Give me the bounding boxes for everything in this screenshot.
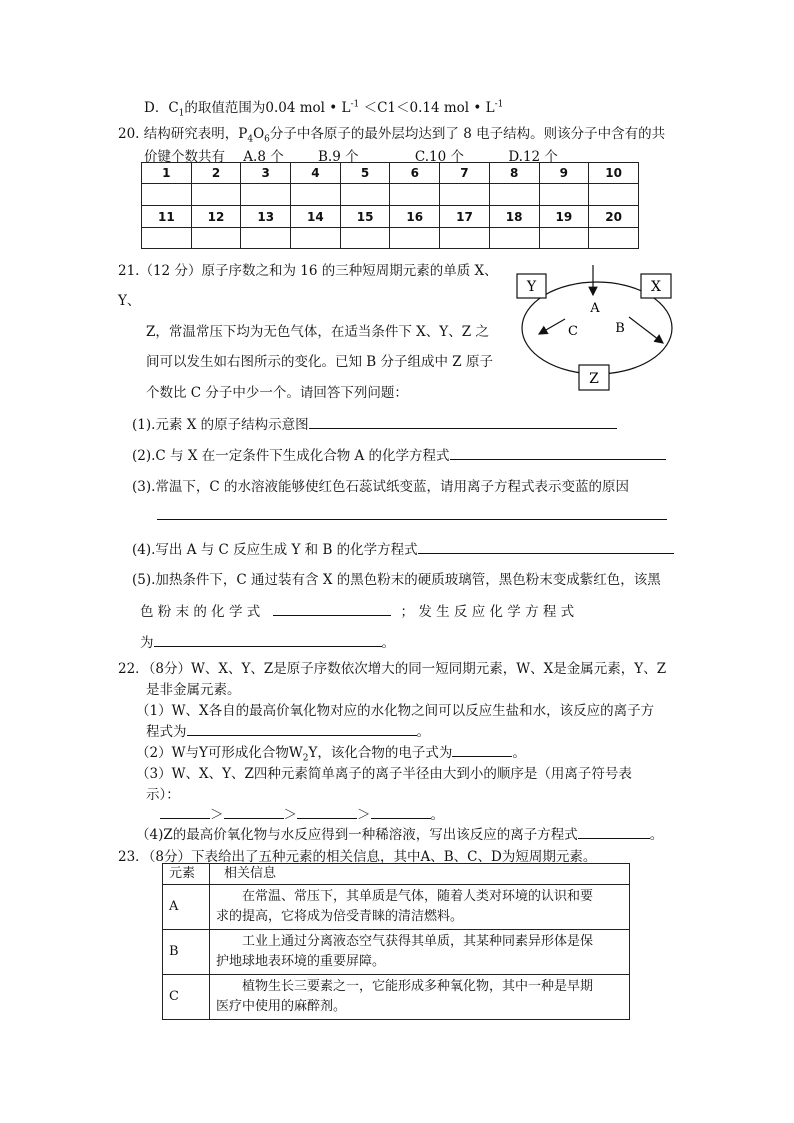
grid-row-numbers-2 xyxy=(142,206,639,228)
answer-cell[interactable] xyxy=(340,184,390,206)
answer-cell[interactable] xyxy=(489,228,539,249)
q22-stem-line2: 是非金属元素。 xyxy=(146,682,241,698)
answer-line[interactable] xyxy=(224,804,284,819)
grid-row-answers-1 xyxy=(142,184,639,206)
q20-stem-line1: 20. 结构研究表明，$P_4O_6$分子中各原子的最外层均达到了 8 电子结构。则该分子中含有的共 xyxy=(118,126,666,145)
grid-cell: 18 xyxy=(489,206,539,228)
reaction-cycle-diagram xyxy=(505,265,685,395)
q22-sub3-line2: 示）： xyxy=(146,787,180,803)
label-c: C xyxy=(568,324,578,339)
grid-cell: 11 xyxy=(142,206,192,228)
answer-line[interactable] xyxy=(187,721,417,736)
answer-line[interactable] xyxy=(578,824,650,839)
answer-line[interactable] xyxy=(450,445,666,460)
answer-cell[interactable] xyxy=(539,184,589,206)
q21-stem-line2: Y、 xyxy=(118,293,141,309)
grid-row-answers-2 xyxy=(142,228,639,249)
grid-cell: 2 xyxy=(191,163,241,184)
table-header-row xyxy=(163,864,630,885)
grid-cell: 19 xyxy=(539,206,589,228)
q21-stem-line1: 21.（12 分）原子序数之和为 16 的三种短周期元素的单质 X、 xyxy=(118,263,498,279)
grid-cell: 6 xyxy=(390,163,440,184)
table-row xyxy=(163,885,630,930)
answer-line[interactable] xyxy=(452,742,512,757)
q21-sub1: (1).元素 X 的原子结构示意图 xyxy=(132,413,617,433)
q22-stem-line1: 22．（8分）W、X、Y、Z是原子序数依次增大的同一短同期元素，W、X是金属元素，Y、Z xyxy=(118,661,667,677)
info-cell: 植物生长三要素之一，它能形成多种氧化物，其中一种是早期 医疗中使用的麻醉剂。 xyxy=(210,975,630,1020)
table-row xyxy=(163,975,630,1020)
answer-grid xyxy=(141,162,639,249)
element-cell: C xyxy=(163,975,210,1020)
grid-cell: 10 xyxy=(589,163,639,184)
grid-cell: 12 xyxy=(191,206,241,228)
answer-cell[interactable] xyxy=(440,228,490,249)
q22-sub3-line1: （3）W、X、Y、Z四种元素简单离子的离子半径由大到小的顺序是（用离子符号表 xyxy=(136,766,632,782)
answer-line[interactable] xyxy=(160,804,210,819)
q22-sub1-line2: 程式为 。 xyxy=(146,720,430,740)
answer-cell[interactable] xyxy=(191,184,241,206)
grid-cell: 14 xyxy=(291,206,341,228)
q21-sub5-line2: 色 粉 末 的 化 学 式 ； 发 生 反 应 化 学 方 程 式 xyxy=(140,600,574,620)
q20-option-a: A.8 个 xyxy=(243,149,284,165)
grid-row-numbers-1 xyxy=(142,163,639,184)
q22-sub1-line1: （1）W、X各自的最高价氧化物对应的水化物之间可以反应生盐和水，该反应的离子方 xyxy=(136,703,655,719)
answer-cell[interactable] xyxy=(390,228,440,249)
node-y-label: Y xyxy=(526,279,537,295)
element-info-table xyxy=(162,863,630,1020)
q20-option-b: B.9 个 xyxy=(318,149,359,165)
answer-cell[interactable] xyxy=(589,184,639,206)
grid-cell: 9 xyxy=(539,163,589,184)
header-info: 相关信息 xyxy=(210,864,630,885)
grid-cell: 13 xyxy=(241,206,291,228)
answer-cell[interactable] xyxy=(291,228,341,249)
q22-sub4: （4)Z的最高价氧化物与水反应得到一种稀溶液，写出该反应的离子方程式 。 xyxy=(136,823,663,843)
grid-cell: 15 xyxy=(340,206,390,228)
answer-cell[interactable] xyxy=(291,184,341,206)
q21-sub5-line3: 为 。 xyxy=(140,631,395,651)
q22-sub3-line3: ＞ ＞ ＞ 。 xyxy=(160,803,444,823)
q20-option-c: C.10 个 xyxy=(414,149,465,165)
q21-sub2: (2).C 与 X 在一定条件下生成化合物 A 的化学方程式 xyxy=(132,444,666,464)
answer-cell[interactable] xyxy=(440,184,490,206)
answer-cell[interactable] xyxy=(539,228,589,249)
q20-stem-line2: 价键个数共有 A.8 个 B.9 个 C.10 个 D.12 个 xyxy=(144,149,558,165)
node-z-label: Z xyxy=(589,371,599,387)
q22-sub2: （2）W与Y可形成化合物$W_2Y$，该化合物的电子式为 。 xyxy=(136,741,526,764)
answer-cell[interactable] xyxy=(340,228,390,249)
q19-option-d: D．$C_1$的取值范围为0.04 mol • $L^{-1} <C1<0.14$ mol • $L^{-1}$ xyxy=(144,99,504,119)
q21-sub5-line1: (5).加热条件下，C 通过装有含 X 的黑色粉末的硬质玻璃管，黑色粉末变成紫红色，该黑 xyxy=(132,572,661,588)
grid-cell: 4 xyxy=(291,163,341,184)
answer-cell[interactable] xyxy=(191,228,241,249)
table-row xyxy=(163,930,630,975)
info-cell: 工业上通过分离液态空气获得其单质，其某种同素异形体是保 护地球地表环境的重要屏障。 xyxy=(210,930,630,975)
q21-sub3: (3).常温下，C 的水溶液能够使红色石蕊试纸变蓝，请用离子方程式表示变蓝的原因 xyxy=(132,479,630,495)
q20-option-d: D.12 个 xyxy=(508,149,558,165)
grid-cell: 7 xyxy=(440,163,490,184)
answer-line[interactable] xyxy=(309,414,617,429)
label-b: B xyxy=(615,321,625,336)
info-cell: 在常温、常压下，其单质是气体，随着人类对环境的认识和要 求的提高，它将成为倍受青睐的清洁燃料。 xyxy=(210,885,630,930)
answer-cell[interactable] xyxy=(589,228,639,249)
q21-stem-line5: 个数比 C 分子中少一个。请回答下列问题： xyxy=(146,385,408,401)
arrow-b xyxy=(629,317,663,343)
label-a: A xyxy=(590,301,600,316)
answer-cell[interactable] xyxy=(142,228,192,249)
answer-cell[interactable] xyxy=(241,184,291,206)
q21-stem-line4: 间可以发生如右图所示的变化。已知 B 分子组成中 Z 原子 xyxy=(146,354,493,370)
answer-cell[interactable] xyxy=(241,228,291,249)
node-x-label: X xyxy=(651,279,661,295)
answer-line[interactable] xyxy=(273,601,391,616)
grid-cell: 3 xyxy=(241,163,291,184)
answer-line[interactable] xyxy=(297,804,357,819)
grid-cell: 16 xyxy=(390,206,440,228)
header-element: 元素 xyxy=(163,864,210,885)
arrow-c xyxy=(539,319,565,334)
answer-cell[interactable] xyxy=(390,184,440,206)
grid-cell: 5 xyxy=(340,163,390,184)
grid-cell: 8 xyxy=(489,163,539,184)
element-cell: B xyxy=(163,930,210,975)
grid-cell: 17 xyxy=(440,206,490,228)
answer-line[interactable] xyxy=(154,632,382,647)
q21-stem-line3: Z，常温常压下均为无色气体，在适当条件下 X、Y、Z 之 xyxy=(146,324,489,340)
q21-sub4: (4).写出 A 与 C 反应生成 Y 和 B 的化学方程式 xyxy=(132,538,674,558)
q23-stem: 23．（8分）下表给出了五种元素的相关信息，其中A、B、C、D为短周期元素。 xyxy=(118,849,597,865)
grid-cell: 20 xyxy=(589,206,639,228)
answer-line[interactable] xyxy=(157,505,667,520)
grid-cell: 1 xyxy=(142,163,192,184)
answer-cell[interactable] xyxy=(142,184,192,206)
answer-line[interactable] xyxy=(371,804,431,819)
answer-line[interactable] xyxy=(418,539,674,554)
element-cell: A xyxy=(163,885,210,930)
answer-cell[interactable] xyxy=(489,184,539,206)
